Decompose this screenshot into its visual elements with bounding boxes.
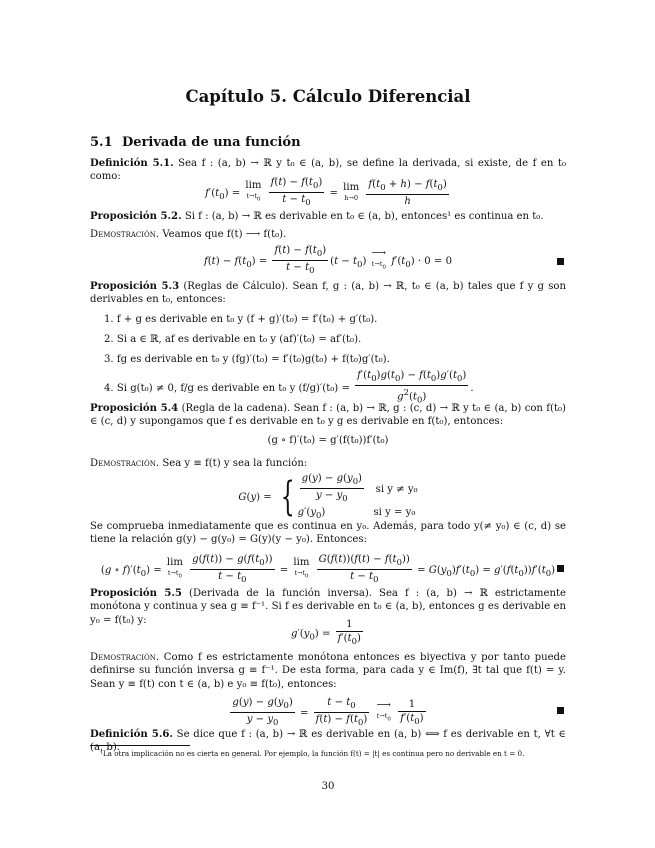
prop-5-2-label: Proposición 5.2. (90, 211, 182, 222)
prop-5-2-text: Si f : (a, b) → ℝ es derivable en t₀ ∈ (a, b), entonces¹ es continua en t₀. (184, 211, 544, 222)
proof-5-5-label: Demostración. (90, 652, 160, 663)
footnote-rule (90, 745, 190, 746)
def-5-1-label: Definición 5.1. (90, 158, 174, 169)
list-item: 2. Si a ∈ ℝ, af es derivable en t₀ y (af)′(t₀) = af′(t₀). (104, 334, 362, 345)
qed-mark (557, 707, 564, 714)
inverse-proof-formula: $\frac{g(y) - g(y_0)}{y - y_0}$ = $\frac{t - t_0}{f(t) - f(t_0)}$ ⟶ $t\to t_0$ $\frac{1}{f'(t_0)}$ (232, 697, 424, 728)
proposition-5-4 (90, 402, 566, 429)
prop-5-5-label: Proposición 5.5 (90, 588, 182, 599)
proposition-5-2 (90, 210, 566, 223)
proof-5-4 (90, 457, 566, 470)
prop-5-4-text: (Regla de la cadena). Sean f : (a, b) → ℝ, g : (c, d) → ℝ y t₀ ∈ (a, b) con f(t₀) ∈ (c, d) y supongamos que f es derivable en t₀ y g es derivable en f(t₀), entonces: (90, 403, 566, 428)
footnote: ¹La otra implicación no es cierta en general. Por ejemplo, la función f(t) = |t| es continua pero no derivable en t = 0. (100, 749, 525, 758)
proof-5-2-text: Veamos que f(t) ⟶ f(t₀). (162, 229, 287, 240)
case-condition-bottom: si y = y₀ (373, 506, 416, 518)
qed-mark (557, 258, 564, 265)
proof-5-4-text: Sea y ≡ f(t) y sea la función: (162, 458, 308, 469)
list-item: 1. f + g es derivable en t₀ y (f + g)′(t₀) = f′(t₀) + g′(t₀). (104, 314, 378, 325)
prop-5-3-text: (Reglas de Cálculo). Sean f, g : (a, b) → ℝ, t₀ ∈ (a, b) tales que f y g son derivables en t₀, entonces: (90, 281, 566, 306)
prop-5-4-label: Proposición 5.4 (90, 403, 179, 414)
chapter-title: Capítulo 5. Cálculo Diferencial (185, 87, 471, 106)
def-5-6-text: Se dice que f : (a, b) → ℝ es derivable en (a, b) ⟺ f es derivable en t, ∀t ∈ (a, b). (90, 729, 567, 754)
qed-mark (557, 565, 564, 572)
proof-5-2 (90, 228, 566, 241)
piecewise-function: G(y) = { $\frac{g(y) - g(y_0)}{y - y_0}$ si y ≠ y₀ $g'(y_0)$ si y = y₀ (238, 473, 418, 521)
proof-5-2-label: Demostración. (90, 229, 160, 240)
continuity-formula: $f(t) - f(t_0)$ = $\frac{f(t) - f(t_0)}{t - t_0}$ $(t - t_0)$ ⟶ $t\to t_0$ $f'(t_0) \cdot 0 = 0$ (203, 245, 453, 276)
section-heading (90, 136, 301, 149)
proof-5-5 (90, 651, 566, 691)
page-number: 30 (321, 781, 335, 792)
prop-5-3-label: Proposición 5.3 (90, 281, 180, 292)
prop-5-5-text: (Derivada de la función inversa). Sea f : (a, b) → ℝ estrictamente monótona y continua y sea g ≡ f⁻¹. Si f es derivable en t₀ ∈ (a, b), entonces g es derivable en y₀ = f(t₀) y: (90, 588, 567, 626)
def-5-6-label: Definición 5.6. (90, 729, 173, 740)
paragraph-relation: Se comprueba inmediatamente que es continua en y₀. Además, para todo y(≠ y₀) ∈ (c, d) se tiene la relación g(y) − g(y₀) = G(y)(y − y₀). Entonces: (90, 521, 566, 546)
proof-5-5-text: Como f es estrictamente monótona entonces es biyectiva y por tanto puede definirse su función inversa g ≡ f⁻¹. De esta forma, para cada y ∈ Im(f), ∃t tal que f(t) = y. Sean y ≡ f(t) con t ∈ (a, b) e y₀ ≡ f(t₀), entonces: (90, 652, 566, 690)
section-title: Derivada de una función (122, 135, 301, 150)
case-condition-top: si y ≠ y₀ (375, 483, 418, 495)
def-5-1-text: Sea f : (a, b) → ℝ y t₀ ∈ (a, b), se define la derivada, si existe, de f en t₀ como: (90, 158, 566, 183)
chain-rule-proof-formula: (g ∘ $f)'(t_0) = \lim$ $t\to t_0$ $\frac{g(f(t)) - g(f(t_0))}{t - t_0}$ = lim $t\to t_0$ $\frac{G(f(t))(f(t) - f(t_0))}{t - t_0}$ = $G(y_0)f'(t_0) = g'(f(t_0))f'(t_0)$ (100, 554, 556, 585)
inverse-derivative-formula: $g'(y_0)$ = $\frac{1}{f'(t_0)}$ (291, 619, 361, 647)
derivative-definition-formula: $f'(t_0) = \lim$ $t\to t_0$ $\frac{f(t) - f(t_0)}{t - t_0}$ = lim h→0 $\frac{f(t_0 + h) - f(t_0)}{h}$ (205, 177, 447, 208)
page (90, 0, 566, 848)
chain-rule-formula: (g ∘ f)′(t₀) = g′(f(t₀))f′(t₀) (267, 435, 389, 446)
proposition-5-3 (90, 280, 566, 307)
list-item-quotient: 4. Si g(t₀) ≠ 0, f/g es derivable en t₀ y (f/g)′(t₀) = $\frac{f'(t_0)g(t_0) - f(t_0)g'(t_0)}{g^2(t_0)}$ . (104, 370, 474, 405)
proof-5-4-label: Demostración. (90, 458, 160, 469)
quotient-rule-text: 4. Si g(t₀) ≠ 0, f/g es derivable en t₀ y (f/g)′(t₀) = (104, 383, 350, 395)
list-item: 3. fg es derivable en t₀ y (fg)′(t₀) = f′(t₀)g(t₀) + f(t₀)g′(t₀). (104, 354, 390, 365)
section-number: 5.1 (90, 135, 113, 150)
